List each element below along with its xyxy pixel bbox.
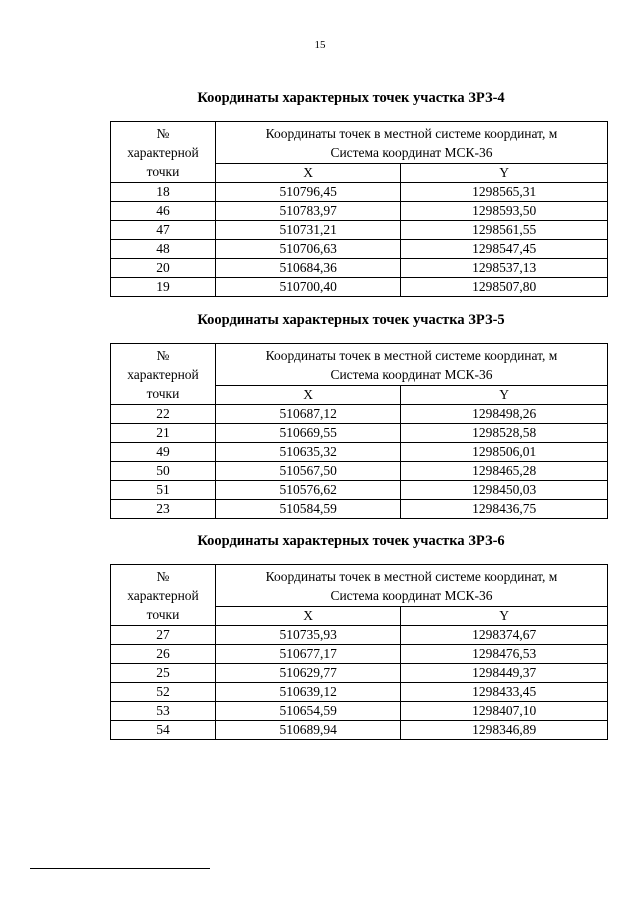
table-row (111, 278, 608, 297)
header-point-number: № характерной точки (111, 344, 216, 405)
point-number-cell: 23 (111, 500, 216, 519)
header-coordinates-group: Координаты точек в местной системе координат, м Система координат МСК-36 (216, 565, 608, 607)
table-row (111, 424, 608, 443)
point-number-cell: 46 (111, 202, 216, 221)
x-coordinate-cell: 510706,63 (216, 240, 401, 259)
y-coordinate-cell: 1298565,31 (401, 183, 608, 202)
table-row (111, 721, 608, 740)
header-y: Y (401, 607, 608, 626)
section-zrz-4 (0, 90, 640, 107)
y-coordinate-cell: 1298537,13 (401, 259, 608, 278)
header-point-number: № характерной точки (111, 565, 216, 626)
table-row (111, 481, 608, 500)
y-coordinate-cell: 1298433,45 (401, 683, 608, 702)
header-y: Y (401, 164, 608, 183)
y-coordinate-cell: 1298547,45 (401, 240, 608, 259)
y-coordinate-cell: 1298436,75 (401, 500, 608, 519)
point-number-cell: 48 (111, 240, 216, 259)
coordinates-table-zrz-6 (110, 564, 608, 740)
x-coordinate-cell: 510576,62 (216, 481, 401, 500)
table-row (111, 259, 608, 278)
x-coordinate-cell: 510684,36 (216, 259, 401, 278)
point-number-cell: 22 (111, 405, 216, 424)
x-coordinate-cell: 510567,50 (216, 462, 401, 481)
y-coordinate-cell: 1298465,28 (401, 462, 608, 481)
x-coordinate-cell: 510735,93 (216, 626, 401, 645)
header-point-number: № характерной точки (111, 122, 216, 183)
table-row (111, 221, 608, 240)
x-coordinate-cell: 510700,40 (216, 278, 401, 297)
y-coordinate-cell: 1298528,58 (401, 424, 608, 443)
header-x: X (216, 607, 401, 626)
point-number-cell: 26 (111, 645, 216, 664)
table-row (111, 405, 608, 424)
point-number-cell: 21 (111, 424, 216, 443)
coordinates-table-zrz-4 (110, 121, 608, 297)
x-coordinate-cell: 510635,32 (216, 443, 401, 462)
x-coordinate-cell: 510669,55 (216, 424, 401, 443)
x-coordinate-cell: 510629,77 (216, 664, 401, 683)
table-row (111, 626, 608, 645)
y-coordinate-cell: 1298476,53 (401, 645, 608, 664)
table-title: Координаты характерных точек участка ЗРЗ-5 (197, 312, 505, 328)
x-coordinate-cell: 510639,12 (216, 683, 401, 702)
table-row (111, 443, 608, 462)
point-number-cell: 52 (111, 683, 216, 702)
x-coordinate-cell: 510783,97 (216, 202, 401, 221)
table-title: Координаты характерных точек участка ЗРЗ-4 (197, 90, 505, 106)
y-coordinate-cell: 1298374,67 (401, 626, 608, 645)
table-row (111, 664, 608, 683)
y-coordinate-cell: 1298498,26 (401, 405, 608, 424)
point-number-cell: 27 (111, 626, 216, 645)
table-body (111, 626, 608, 740)
point-number-cell: 19 (111, 278, 216, 297)
x-coordinate-cell: 510687,12 (216, 405, 401, 424)
x-coordinate-cell: 510677,17 (216, 645, 401, 664)
point-number-cell: 20 (111, 259, 216, 278)
y-coordinate-cell: 1298407,10 (401, 702, 608, 721)
table-row (111, 240, 608, 259)
section-zrz-6 (0, 533, 640, 550)
y-coordinate-cell: 1298506,01 (401, 443, 608, 462)
point-number-cell: 25 (111, 664, 216, 683)
point-number-cell: 51 (111, 481, 216, 500)
table-title: Координаты характерных точек участка ЗРЗ-6 (197, 533, 505, 549)
table-body (111, 405, 608, 519)
x-coordinate-cell: 510689,94 (216, 721, 401, 740)
footnote-separator (30, 868, 210, 869)
header-coordinates-group: Координаты точек в местной системе координат, м Система координат МСК-36 (216, 344, 608, 386)
point-number-cell: 18 (111, 183, 216, 202)
table-row (111, 183, 608, 202)
table-row (111, 202, 608, 221)
y-coordinate-cell: 1298561,55 (401, 221, 608, 240)
page-number: 15 (314, 39, 326, 51)
header-y: Y (401, 386, 608, 405)
y-coordinate-cell: 1298450,03 (401, 481, 608, 500)
point-number-cell: 54 (111, 721, 216, 740)
table-row (111, 462, 608, 481)
x-coordinate-cell: 510796,45 (216, 183, 401, 202)
section-zrz-5 (0, 312, 640, 329)
header-x: X (216, 164, 401, 183)
table-row (111, 645, 608, 664)
y-coordinate-cell: 1298507,80 (401, 278, 608, 297)
point-number-cell: 50 (111, 462, 216, 481)
x-coordinate-cell: 510654,59 (216, 702, 401, 721)
point-number-cell: 49 (111, 443, 216, 462)
x-coordinate-cell: 510731,21 (216, 221, 401, 240)
coordinates-table-zrz-5 (110, 343, 608, 519)
point-number-cell: 53 (111, 702, 216, 721)
y-coordinate-cell: 1298346,89 (401, 721, 608, 740)
table-row (111, 702, 608, 721)
table-row (111, 683, 608, 702)
y-coordinate-cell: 1298593,50 (401, 202, 608, 221)
y-coordinate-cell: 1298449,37 (401, 664, 608, 683)
x-coordinate-cell: 510584,59 (216, 500, 401, 519)
header-x: X (216, 386, 401, 405)
table-row (111, 500, 608, 519)
table-body (111, 183, 608, 297)
header-coordinates-group: Координаты точек в местной системе координат, м Система координат МСК-36 (216, 122, 608, 164)
point-number-cell: 47 (111, 221, 216, 240)
